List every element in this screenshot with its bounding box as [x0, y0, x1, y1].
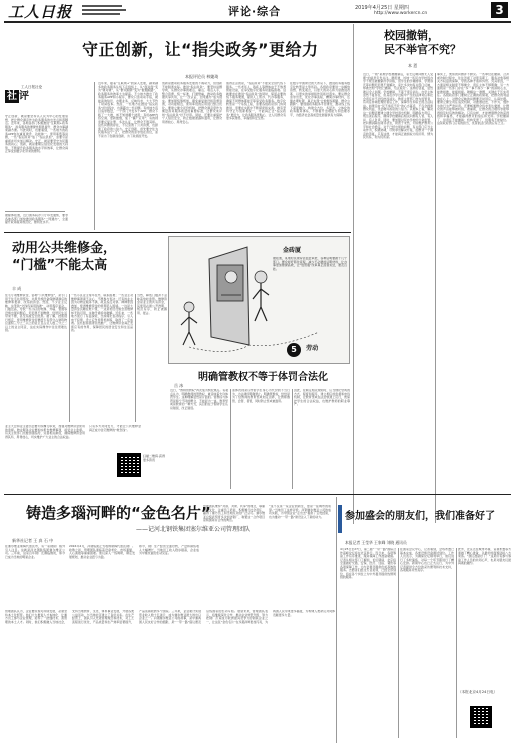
side-article-1-byline: 本 恩 — [408, 63, 418, 68]
feature-4-lower: 管理团队认为，企业要实现可持续发展，必须坚持本土化经营。他们大力推进人才本地化，让塞方员工参与企业管理，培养了一批懂技术、善管理的本土人才。同时，他们积极融入当地社会，支持当地教育、文化、体育事业发展，开展各类公益活动，与当地社区建立了良好关系。在生产经营上，团队引入先进管理理念和技术，对工艺流程进行优化，产品质量和生产效率显著提升，产品远销欧洲多个国家。三年来，企业累计实现营业收入数十亿美元，成为塞尔维亚最大的出口企业之一。河钢塞尔维亚公司的故事，是中塞两国人民友好合作的缩影，是“一带一路”倡议惠及沿线国家的生动写照。展望未来，管理团队表示，将继续深化合作，推动企业转型升级，努力把钢厂打造成为欧洲最具竞争力的钢铁企业之一，让这张“金色名片”在多瑙河畔更加闪亮，为两国人民带来更多福祉，为构建人类命运共同体贡献更多力量。 — [5, 610, 335, 624]
main-byline: 本报评论员 林婕琦 — [185, 74, 219, 79]
feature-4-subtitle: ——记河北钢铁集团塞尔维亚公司管理团队 — [136, 526, 251, 533]
commentary-label-big: 评 — [19, 91, 29, 102]
feature-5-col2: 在国家会议中心，记者看到，会场布置已基本完成，各类设施设备调试到位。工作人员表示，为确保论坛顺利举行，他们进行了多轮演练，对每一个环节都进行了精心安排。新闻中心也已正式运行，为中外记者提供全方位的采访便利和技术支持，各项服务井然有序。 — [400, 548, 454, 572]
feature-4-col4: 管理团队秉持“共商、共建、共享”的理念，尊重当地文化，注重员工培训，积极履行社会责任，赢得了塞方员工和当地民众的广泛认可。塞尔维亚总统武契奇多次到访钢厂，称赞这一合作项目是两国务实合作的典范。 — [203, 505, 265, 522]
main-col-5: 在数字中国建设的大背景下，推进政务服务数字化转型是大势所趋。各级政府要进一步解放思想、转变观念，以更大的决心和力度推进改革，以更实的举措和作风抓好落实。要从群众需求出发，优化办事流程，精简办事材料，压缩办理时限，真正实现“让数据多跑路、群众少跑腿”。要加强政务服务平台建设，推动线上线下深度融合，构建全方位、多层次、立体化的政务服务体系，不断提升治理能力和治理水平，为经济社会高质量发展提供有力保障。 — [290, 82, 350, 117]
article-2-title-line1: 动用公共维修金， — [12, 241, 117, 256]
cartoon-title: 金砖厦 — [283, 247, 302, 254]
side-article-1-col1: 近日，一则“某地学校被撤销后，家长反映问题无人受理”的消息引发关注。据报道，该地一所民办学校因办学不规范被撤销办学资格，但学生的学籍转移、学费退还等问题迟迟得不到解决，家长多次向有关部门反映，却被告知“学校已撤销，无法追究”。这样的答复，显然难以令人信服。学校撤销，不等于责任消失。办学主体虽然不复存在，但其在办学过程中产生的法律责任和社会责任并不会因此而消失。教育主管部门作为监管者，有责任协调处理好善后工作，保障学生和家长的合法权益。如果任由“民不举官不究”的心态蔓延，不仅会损害群众利益，也会破坏政府的公信力。从根本上看，解决这一问题需要建立健全学校退出机制，明确各方责任，规范善后程序，确保学校撤销后相关问题有人管、有人问、有人负责。同时，要加强对民办学校的日常监管，把问题消除在萌芽状态，防患于未然，切实维护教育公平和社会稳定。对于已经出现的问题，有关部门应当主动作为，积极协调，尽快拿出解决方案，给群众一个满意的答复。只有这样，才能真正做到权为民所用、情为民所系、利为民所谋。 — [363, 73, 433, 139]
main-headline: 守正创新，让“指尖政务”更给力 — [82, 40, 319, 59]
section-title: 评论·综合 — [228, 5, 282, 18]
masthead-logo: 工人日报 — [8, 3, 73, 21]
qr-code-right[interactable] — [470, 706, 492, 728]
main-col-3: 创新是推动政务服务发展的不竭动力，但创新不能脱离实际。推进“指尖政务”，要坚持问题导向，从群众办事的难点、痛点、堵点入手，整合资源、统一标准、打通壁垒，推动政务数据共享共用，让“一次认证、全网通办”成为现实。要加强统筹规划，避免重复建设和资源浪费，对功能相近、使用率低的应用进行整合优化。要建立健全评价机制，把群众满意度作为衡量政务服务质量的重要标准，让群众来评判“指尖政务”好不好用。同时，还要注重保护个人信息安全，防止数据泄露和滥用，让群众用得放心、用得安心。 — [162, 82, 222, 124]
masthead-tagline-block — [82, 5, 134, 15]
masthead-date: 2019年4月25日 星期四 — [355, 5, 409, 11]
feature-4-headline: 铸造多瑙河畔的“金色名片” — [26, 504, 211, 522]
cartoon-caption-text: 据报道，某地村民建房需层层审批，各种证明要跑十几个部门。群众呼吁简化流程，减少不必要的证明材料，让办事更加便捷高效，让“放管服”改革真正落到实处，惠及百姓。 — [273, 257, 347, 271]
article-3-col2: 而体罚则是以伤害学生身心为代价的不当行为，为法律所明确禁止。明确管教权，恰恰是为了给教师的教育惩戒划定边界，让教师敢管、会管、善管，同时防止惩戒被滥用。 — [232, 389, 290, 403]
main-col-2: 近年来，随着“互联网+”的深入发展，越来越多的政务服务从线下走到线上，从“面对面”变为“键对键”，从“群众跑腿”变为“数据跑路”，政务服务的效率大为提高。不少地方推出了政务服务APP和小程序，群众只需动动手指，就能查询信息、办理业务、反映诉求，大大节约了时间成本。然而，一些地方在推进“指尖政务”的过程中，也暴露出一些问题。有的地方盲目追求数量，一个部门开发多个APP，群众下载了一大堆，却不知道哪个能用；有的APP内容空洞、更新缓慢，成了“僵尸应用”；有的则需要反复注册、多次认证，让群众不胜其烦。这些问题的存在，不仅浪费了公共资源，也损害了政府的公信力。守正创新，首先要守住为民服务这个“正”，把群众的需求放在首位，而不是为了创新而创新、为了政绩而开发。 — [98, 82, 158, 138]
page-number-badge — [491, 2, 508, 18]
cartoon — [168, 236, 350, 364]
side-article-1-col2: 事实上，类似的问题并不鲜见。一些单位在撤销、合并或改制过程中，往往忽视了对原有职工、服务对象等相关方权益的保障，导致各种矛盾和纠纷。究其原因，一方面是相关制度不够健全，责任主体不够明确；另一方面则是一些部门存在“多一事不如少一事”的消极心态，能推则推、能拖则拖。破解这一难题，关键在于压实责任。各级政府部门要树立正确的政绩观，把群众的利益放在心上，对群众反映的问题要及时回应、认真处理。要建立健全责任追究机制，对推诿扯皮、不作为、慢作为的行为严肃问责。还要畅通群众诉求表达渠道，让群众的声音能够被听到、被重视，让群众的合理诉求能够得到及时有效的解决。只有这样，才能增强群众的获得感和幸福感，才能赢得群众的信任和支持。学校撤销了，但责任不能撤销；机构变更了，但服务不能缺位。这是政府部门应有的担当，也是依法行政的应有之义。 — [437, 73, 509, 125]
feature-5-col3: 此外，北京还在城市环境、景观布置等方面做了精心准备，以最好的面貌迎接八方来客。“我们准备好了！”这是所有参与筹备工作人员的共同心声，也是对朋友们最真诚的邀约。 — [458, 548, 511, 565]
feature-4-col1: 在塞尔维亚斯梅代雷沃市，有一家钢铁厂格外引人注目。这就是河北钢铁集团塞尔维亚公司。三年前，这家百年钢厂还濒临倒闭，如今已成为当地的明星企业。 — [5, 545, 65, 559]
feature-4-byline: 新华社记者 王 真 石 中 — [12, 538, 54, 543]
side-article-1-title — [384, 29, 504, 57]
commentary-label — [5, 84, 65, 110]
main-col-1: 守正创新，就是要坚持以人民为中心的发展思想，把让群众满意作为政务服务的出发点和落脚点。近年来，各地各部门积极推进“互联网+政务服务”，政务服务的便捷性明显提升，群众办事越来越方便。与此同时，也要看到，一些地方的政务APP存在重复建设、功能单一、使用率低等问题，一些“指尖政务”成了“指尖负担”，需要引起重视并切实加以解决。守正，就是要坚守为民服务的初心；创新，就是要顺应信息化发展的大趋势，不断提升政务服务的水平和效率，让群众真正享受到数字化带来的便利。 — [5, 115, 68, 153]
feature-4-col5: “这不仅是一家企业的新生，更是一座城市的希望。”当地员工这样评价。河钢塞尔维亚公司的成功实践，为中国企业“走出去”提供了宝贵经验，也为推动“一带一路”建设注入了新的动力。 — [269, 505, 331, 519]
article-2-byline: 丰 成 — [12, 286, 22, 291]
feature-4-col3: 如今，钢厂生产经营全面好转，产量和销售收入大幅增长，当地员工收入稳步提高，企业成为中塞友谊的生动见证。 — [139, 545, 199, 555]
article-2-title-line2: “门槛”不能太高 — [12, 258, 108, 273]
commentary-label-small: 工人日报社论 — [21, 85, 42, 89]
article-2-col4: 业主大会和业主委员会要切实履行职责，加强对维修资金使用的监督。物业服务企业要如实报告维修事项，接受业主监督。有关主管部门也要加强指导，完善相关制度，确保维修资金用得其所、用得放心，切实维护广大业主的合法权益。 — [5, 425, 85, 439]
cartoon-logo-icon: 5 — [287, 343, 301, 357]
masthead-rule — [4, 21, 511, 23]
article-3-byline: 岳 冰 — [174, 383, 184, 388]
feature-5-col1: 4月25日至27日，第二届“一带一路”国际合作高峰论坛将在北京举行。连日来，各项筹备工作有序推进，服务保障工作准备就绪。记者从相关部门了解到，论坛期间，北京将全面做好交通、安保、医疗、住宿、餐饮等各项保障工作，为与会嘉宾提供优质高效的服务。志愿者们经过专业培训，已经全部到位，将在各个岗位上为中外嘉宾提供热情周到的服务。 — [340, 548, 396, 579]
page-number: 3 — [495, 3, 504, 17]
feature-5-headline: 参加盛会的朋友们，我们准备好了 — [345, 511, 495, 522]
article-3-col1: 近日，“教师管教权”再次成为舆论焦点。有观点认为，明确教师的管教权，就意味着允许体罚学生。这种理解显然是片面的。管教权与体罚是两个不同的概念，不能混为一谈。教育惩戒是教育的一种方式，其目的在于帮助学生认识错误、改正错误。 — [170, 389, 228, 410]
feature-5-byline: 本报记者 王莹华 王家峰 刘晓 通讯员 — [345, 540, 407, 545]
qr-code-left[interactable] — [117, 453, 141, 477]
masthead — [0, 0, 515, 20]
cartoon-author-tag — [287, 337, 331, 353]
article-3-headline: 明确管教权不等于体罚合法化 — [198, 372, 328, 383]
article-2-title — [12, 240, 152, 274]
article-2-col3: 当然，降低门槛并不意味着放松监管。维修资金是业主的共有资金，其使用必须公开透明、规范有序，防止被挪用、侵占。 — [137, 294, 167, 315]
article-3-col3: 因此，在制定相关规则时，应当细化惩戒的方式、程度和程序，建立相应的监督和申诉机制，让教育惩戒在法治轨道上运行，既保护学生的合法权益，也维护教师的职业尊严。 — [294, 389, 350, 406]
qr-caption: 扫描二维码·获得更多资讯 — [143, 454, 165, 462]
feature-5-header-bar — [338, 505, 342, 533]
side-article-1-title-line2: 民不举官不究？ — [384, 43, 461, 56]
main-col-1b: 据媒体报道，近日国务院办公厅印发通知，要求各地各部门加快推进政务服务“一网通办”，全面提升政务服务规范化、便利化水平。 — [5, 214, 68, 224]
feature-5-footer: （本报北京4月24日电） — [458, 690, 498, 694]
article-2-col2: 一些小区业主常年在外，联系困难；一些业主对维修事项漠不关心，不愿参与表决；还有的业主因为对物业服务不满，故意投反对票。种种原因叠加，使得维修资金的使用陷入困境。一边是大量资金沉睡在账户里，一边是老旧设施急需维修却无钱可用，这种矛盾亟待破解。近年来，一些地方进行了有益探索，比如简化表决程序、引入电子投票、设立应急使用机制等，取得了一定成效。这些经验值得总结推广，让维修资金真正发挥应有的作用，保障居民的居住安全和生活品质。 — [71, 294, 133, 332]
cartoon-author-tag-text: 劳动 — [306, 345, 319, 352]
article-2-col1: 住宅专项维修资金，俗称“公共维修金”，是专门用于住宅共用部位、共用设施设备保修期满后的维修和更新、改造的资金。然而，不少业主反映，这笔钱“交钱容易用钱难”，动用程序复杂、门槛过高，导致一些小区的电梯、外墙、管道等设施出现问题后，迟迟得不到维修，给居民生活带来不便，甚至造成安全隐患。据了解，按照现行规定，使用维修资金需要经专有部分占建筑物总面积三分之二以上的业主且占总人数三分之二以上的业主同意，这在实际操作中往往很难达到。 — [5, 294, 67, 332]
main-col-4: 值得注意的是，“指尖政务”不能完全替代线下服务。一些老年人、残疾人等群体由于不熟悉智能设备，在享受数字化服务时面临困难。这就要求在推进“指尖政务”的同时，保留必要的线下服务渠道，提供人工帮办、代办等服务，确保不同群体都能平等享受政务服务。数字化转型是一个系统工程，需要各级政府部门协同推进，需要在实践中不断探索和完善。唯有坚持守正与创新相统一，才能真正让“指尖政务”更给力，让政务服务更贴心，让人民群众有更多获得感、幸福感和安全感。 — [226, 82, 286, 120]
feature-4-col2: 2016年4月，河钢集团正式收购斯梅代雷沃钢厂。收购之初，管理团队面临着设备老化、市场萎缩、人心涣散等重重困难。他们深入一线调研，制定发展规划，推动企业扭亏为盈。 — [69, 545, 135, 559]
masthead-url: http://www.workercn.cn — [374, 11, 428, 16]
article-2-col5: 只有多方共同发力，才能让公共维修金真正成为住宅维修的“救急钱”。 — [89, 425, 141, 432]
commentary-badge: 社 — [7, 91, 17, 102]
side-article-1-title-line1: 校园撤销， — [384, 29, 439, 42]
